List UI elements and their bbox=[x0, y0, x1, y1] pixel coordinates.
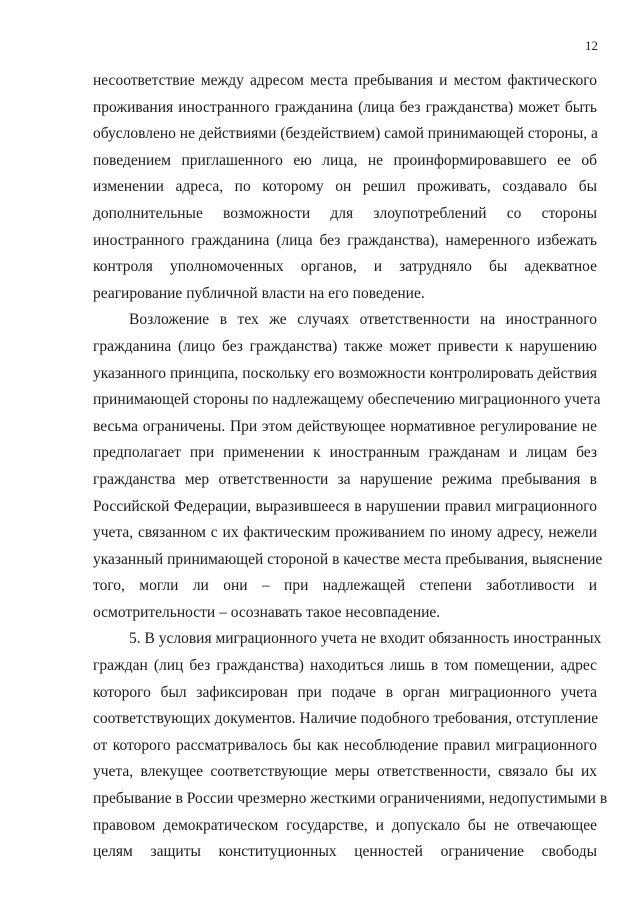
text-line: того, могли ли они – при надлежащей степени заботливости и bbox=[93, 577, 597, 595]
text-line: указанного принципа, поскольку его возможности контролировать действия bbox=[93, 364, 597, 382]
text-line: принимающей стороны по надлежащему обеспечению миграционного учета bbox=[93, 391, 601, 409]
text-line: реагирование публичной власти на его поведение. bbox=[93, 284, 425, 302]
text-line: предполагает при применении к иностранным гражданам и лицам без bbox=[93, 444, 597, 462]
text-line: гражданина (лицо без гражданства) также может привести к нарушению bbox=[93, 337, 597, 355]
text-line: пребывание в России чрезмерно жесткими ограничениями, недопустимыми в bbox=[93, 790, 608, 808]
text-line: Российской Федерации, выразившееся в нарушении правил миграционного bbox=[93, 497, 597, 515]
text-line: изменении адреса, по которому он решил проживать, создавало бы bbox=[93, 178, 597, 196]
text-line: несоответствие между адресом места пребывания и местом фактического bbox=[93, 72, 597, 89]
text-line: которого был зафиксирован при подаче в орган миграционного учета bbox=[93, 683, 597, 701]
text-line: гражданства мер ответственности за нарушение режима пребывания в bbox=[93, 470, 597, 488]
text-line: 5. В условия миграционного учета не входит обязанность иностранных bbox=[129, 630, 602, 648]
paragraph-1 bbox=[93, 68, 597, 307]
text-line: проживания иностранного гражданина (лица без гражданства) может быть bbox=[93, 98, 597, 116]
text-line: весьма ограничены. При этом действующее нормативное регулирование не bbox=[93, 417, 597, 435]
page-number: 12 bbox=[585, 38, 598, 53]
text-line: правовом демократическом государстве, и допускало бы не отвечающее bbox=[93, 816, 597, 834]
text-line: поведением приглашенного ею лица, не проинформировавшего ее об bbox=[93, 151, 597, 169]
text-line: указанный принимающей стороной в качестве места пребывания, выяснение bbox=[93, 550, 603, 568]
text-line: от которого рассматривалось бы как несоблюдение правил миграционного bbox=[93, 736, 597, 754]
text-line: дополнительные возможности для злоупотреблений со стороны bbox=[93, 204, 597, 222]
document-body bbox=[93, 68, 608, 866]
paragraph-3 bbox=[93, 626, 608, 865]
text-line: обусловлено не действиями (бездействием) самой принимающей стороны, а bbox=[93, 125, 598, 143]
text-line: граждан (лиц без гражданства) находиться лишь в том помещении, адрес bbox=[93, 657, 597, 675]
text-line: осмотрительности – осознавать такое несовпадение. bbox=[93, 603, 441, 621]
paragraph-2 bbox=[93, 307, 603, 626]
text-line: Возложение в тех же случаях ответственности на иностранного bbox=[129, 311, 597, 329]
text-line: учета, связанном с их фактическим проживанием по иному адресу, нежели bbox=[93, 524, 597, 542]
text-line: иностранного гражданина (лица без гражданства), намеренного избежать bbox=[93, 231, 597, 249]
text-line: контроля уполномоченных органов, и затрудняло бы адекватное bbox=[93, 258, 597, 276]
text-line: целям защиты конституционных ценностей ограничение свободы bbox=[93, 843, 597, 861]
text-line: соответствующих документов. Наличие подобного требования, отступление bbox=[93, 710, 599, 728]
text-line: учета, влекущее соответствующие меры ответственности, связало бы их bbox=[93, 763, 597, 781]
